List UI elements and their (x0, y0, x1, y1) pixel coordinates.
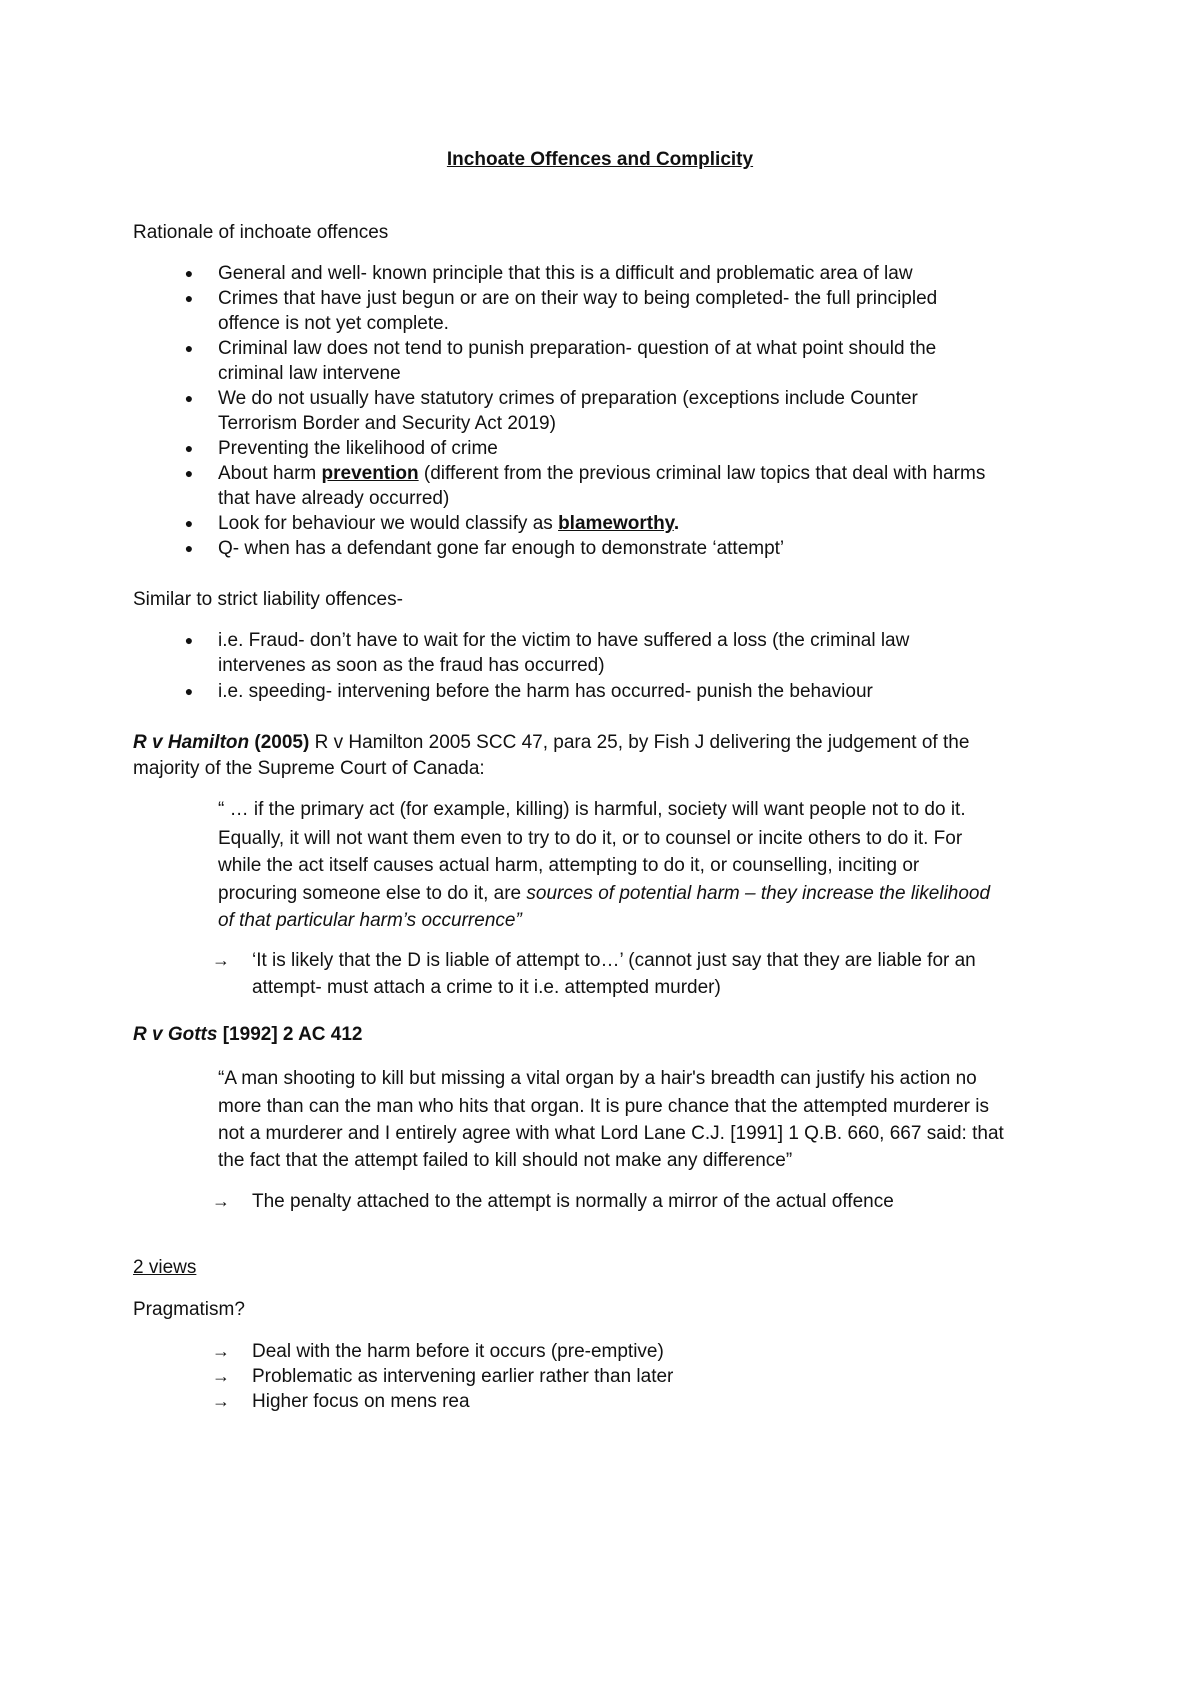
arrow-icon: → (212, 1341, 230, 1361)
section-heading-views: 2 views (133, 1257, 197, 1278)
quote-line: while the act itself causes actual harm, attempting to do it, or counselling, inciting or (218, 855, 920, 876)
list-item-text: About harm (218, 463, 322, 484)
emphasis-blameworthy: blameworthy (558, 513, 674, 534)
quote-italic: sources of potential harm – they increase the likelihood (526, 883, 991, 904)
quote-line (218, 880, 990, 907)
arrow-item: Higher focus on mens rea (252, 1391, 470, 1412)
case-citation-hamilton (133, 729, 969, 756)
list-item-text: Look for behaviour we would classify as (218, 513, 559, 534)
quote-text: procuring someone else to do it, are (218, 883, 527, 904)
quote-line: “ … if the primary act (for example, killing) is harmful, society will want people not to do it. (218, 799, 966, 820)
list-item: General and well- known principle that this is a difficult and problematic area of law (218, 263, 913, 284)
case-citation-text: R v Hamilton 2005 SCC 47, para 25, by Fish J delivering the judgement of the (309, 732, 970, 753)
case-name: R v Gotts (133, 1024, 218, 1045)
bullet-icon: ● (184, 465, 194, 481)
bullet-icon: ● (184, 390, 194, 406)
bullet-icon: ● (184, 340, 194, 356)
list-item-cont: that have already occurred) (218, 488, 450, 509)
quote-line: Equally, it will not want them even to try to do it, or to counsel or incite others to do it. For (218, 828, 963, 849)
list-item (218, 510, 679, 537)
list-item: Crimes that have just begun or are on their way to being completed- the full principled (218, 288, 938, 309)
list-item-cont: criminal law intervene (218, 363, 401, 384)
bullet-icon: ● (184, 515, 194, 531)
list-item: i.e. Fraud- don’t have to wait for the victim to have suffered a loss (the criminal law (218, 630, 910, 651)
bullet-icon: ● (184, 290, 194, 306)
list-item: i.e. speeding- intervening before the harm has occurred- punish the behaviour (218, 681, 873, 702)
case-citation-gotts (133, 1021, 363, 1048)
bullet-icon: ● (184, 683, 194, 699)
quote-line: “A man shooting to kill but missing a vital organ by a hair's breadth can justify his action no (218, 1068, 977, 1089)
quote-line: the fact that the attempt failed to kill should not make any difference” (218, 1150, 793, 1171)
bullet-icon: ● (184, 440, 194, 456)
arrow-item: ‘It is likely that the D is liable of attempt to…’ (cannot just say that they are liable for an (252, 950, 976, 971)
bullet-icon: ● (184, 265, 194, 281)
arrow-item-cont: attempt- must attach a crime to it i.e. attempted murder) (252, 977, 721, 998)
list-item: We do not usually have statutory crimes of preparation (exceptions include Counter (218, 388, 918, 409)
list-item (218, 460, 985, 487)
arrow-icon: → (212, 1366, 230, 1386)
case-citation-cont: majority of the Supreme Court of Canada: (133, 758, 485, 779)
arrow-item: The penalty attached to the attempt is normally a mirror of the actual offence (252, 1191, 894, 1212)
case-name: R v Hamilton (133, 732, 250, 753)
quote-line: not a murderer and I entirely agree with what Lord Lane C.J. [1991] 1 Q.B. 660, 667 said: that (218, 1123, 1004, 1144)
sub-heading-pragmatism: Pragmatism? (133, 1299, 245, 1320)
list-item: Preventing the likelihood of crime (218, 438, 498, 459)
arrow-item: Deal with the harm before it occurs (pre-emptive) (252, 1341, 664, 1362)
bullet-icon: ● (184, 632, 194, 648)
section-heading-rationale: Rationale of inchoate offences (133, 222, 389, 243)
case-citation-text: [1992] 2 AC 412 (217, 1024, 363, 1045)
emphasis-prevention: prevention (321, 463, 419, 484)
list-item-text: (different from the previous criminal law topics that deal with harms (418, 463, 986, 484)
section-heading-strict-liability: Similar to strict liability offences- (133, 589, 403, 610)
arrow-icon: → (212, 1391, 230, 1411)
case-year: (2005) (249, 732, 310, 753)
list-item-text: . (673, 513, 680, 534)
list-item-cont: offence is not yet complete. (218, 313, 449, 334)
arrow-item: Problematic as intervening earlier rather than later (252, 1366, 674, 1387)
list-item: Q- when has a defendant gone far enough to demonstrate ‘attempt’ (218, 538, 785, 559)
list-item: Criminal law does not tend to punish preparation- question of at what point should the (218, 338, 937, 359)
bullet-icon: ● (184, 540, 194, 556)
list-item-cont: Terrorism Border and Security Act 2019) (218, 413, 556, 434)
arrow-icon: → (212, 1191, 230, 1211)
arrow-icon: → (212, 950, 230, 970)
quote-line: of that particular harm’s occurrence” (218, 910, 522, 931)
quote-line: more than can the man who hits that organ. It is pure chance that the attempted murderer is (218, 1096, 989, 1117)
list-item-cont: intervenes as soon as the fraud has occurred) (218, 655, 605, 676)
page-title: Inchoate Offences and Complicity (446, 149, 754, 170)
